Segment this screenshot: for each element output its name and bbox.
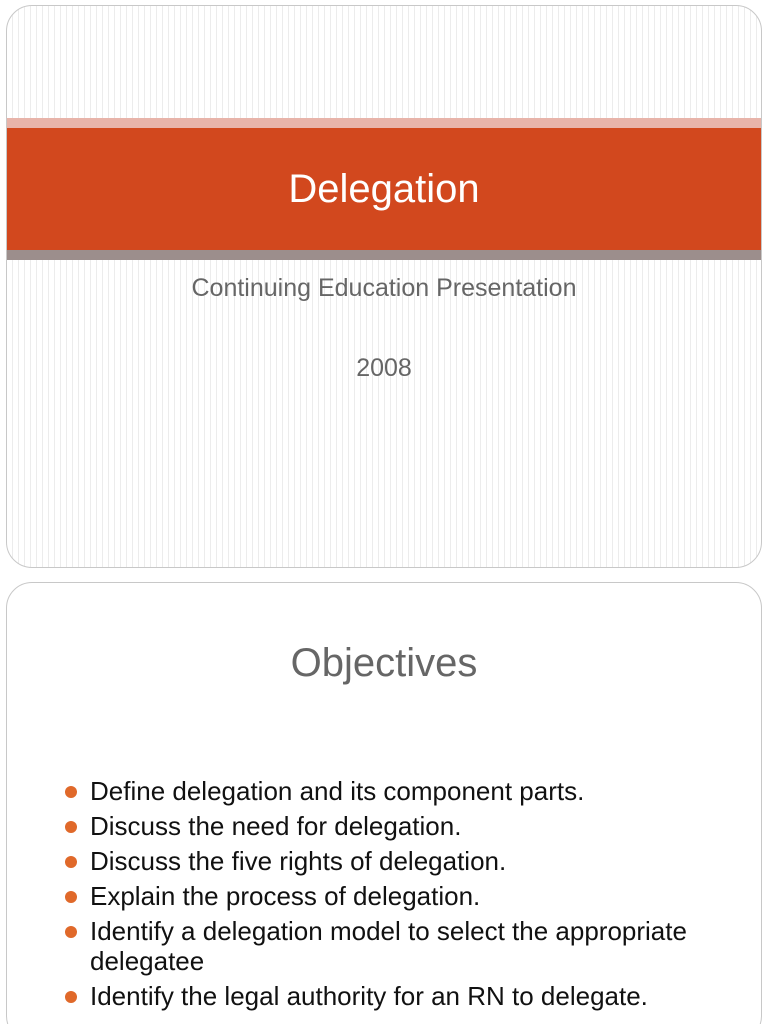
list-item-text: Explain the process of delegation. <box>90 881 481 911</box>
objectives-slide <box>6 582 762 1024</box>
list-item-text: Discuss the need for delegation. <box>90 811 462 841</box>
list-item-text: Identify the legal authority for an RN to delegate. <box>90 981 648 1011</box>
bullet-dot-icon <box>65 991 77 1003</box>
list-item-text: Discuss the five rights of delegation. <box>90 846 507 876</box>
list-item <box>65 811 755 841</box>
list-item <box>65 881 755 911</box>
bullet-dot-icon <box>65 821 77 833</box>
objectives-title: Objectives <box>290 641 478 685</box>
title-band <box>7 128 761 250</box>
title-slide <box>6 5 762 568</box>
slide-subtitle: Continuing Education Presentation <box>191 274 577 302</box>
list-item <box>65 776 755 806</box>
bullet-dot-icon <box>65 856 77 868</box>
objectives-list <box>65 776 755 1016</box>
slide-year: 2008 <box>356 354 412 382</box>
list-item <box>65 916 755 976</box>
list-item <box>65 846 755 876</box>
slide-title: Delegation <box>288 166 480 211</box>
title-band-bottom-stripe <box>7 250 761 260</box>
bullet-dot-icon <box>65 926 77 938</box>
bullet-dot-icon <box>65 891 77 903</box>
list-item <box>65 981 755 1011</box>
list-item-text: Identify a delegation model to select the appropriate delegatee <box>90 916 687 976</box>
list-item-text: Define delegation and its component parts. <box>90 776 585 806</box>
title-band-top-stripe <box>7 118 761 128</box>
bullet-dot-icon <box>65 786 77 798</box>
